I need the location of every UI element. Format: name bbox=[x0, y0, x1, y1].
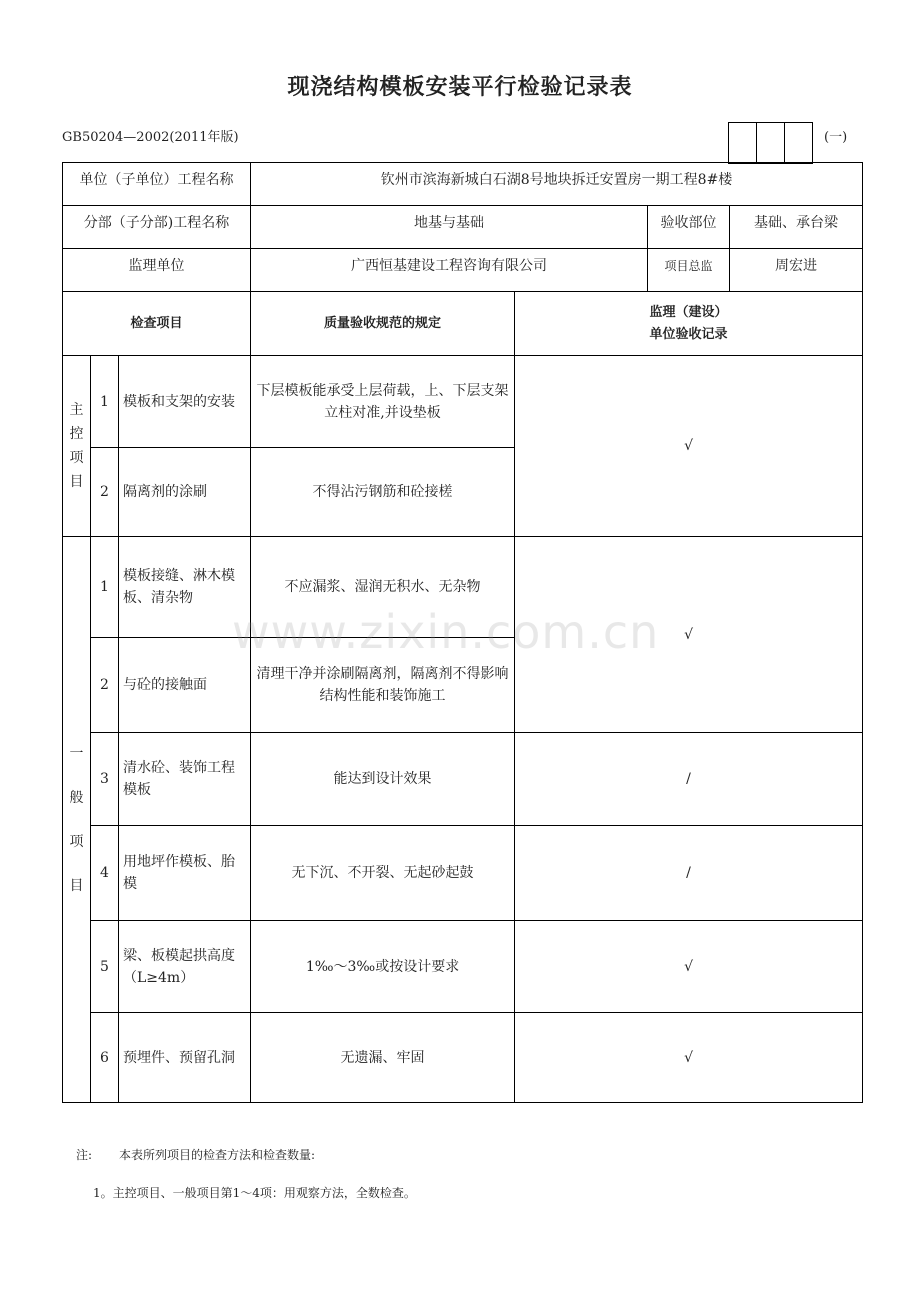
header-spec: 质量验收规范的规定 bbox=[251, 292, 515, 356]
item-name: 模板接缝、淋木模板、清杂物 bbox=[119, 537, 251, 638]
acceptance-part-value: 基础、承台梁 bbox=[730, 206, 863, 249]
item-name: 用地坪作模板、胎模 bbox=[119, 826, 251, 921]
form-number-box bbox=[784, 122, 813, 164]
item-number: 1 bbox=[91, 356, 119, 448]
item-spec: 不得沾污钢筋和砼接槎 bbox=[251, 448, 515, 537]
item-name: 梁、板模起拱高度（L≥4m） bbox=[119, 921, 251, 1013]
item-number: 3 bbox=[91, 733, 119, 826]
supervision-unit-label: 监理单位 bbox=[63, 249, 251, 292]
unit-project-value: 钦州市滨海新城白石湖8号地块拆迁安置房一期工程8#楼 bbox=[251, 163, 863, 206]
form-number-boxes bbox=[729, 122, 813, 164]
general-group-label bbox=[63, 537, 91, 1103]
item-name: 与砼的接触面 bbox=[119, 638, 251, 733]
item-record: √ bbox=[515, 921, 863, 1013]
unit-project-label: 单位（子单位）工程名称 bbox=[63, 163, 251, 206]
header-record bbox=[515, 292, 863, 356]
item-name: 隔离剂的涂刷 bbox=[119, 448, 251, 537]
header-record-line2: 单位验收记录 bbox=[649, 326, 728, 342]
main-group-char: 主 bbox=[69, 402, 84, 418]
main-group-char: 控 bbox=[69, 426, 84, 442]
item-number: 2 bbox=[91, 638, 119, 733]
form-number-box bbox=[756, 122, 785, 164]
item-record: / bbox=[515, 733, 863, 826]
item-spec: 无下沉、不开裂、无起砂起鼓 bbox=[251, 826, 515, 921]
chief-value: 周宏进 bbox=[730, 249, 863, 292]
general-group-char: 般 bbox=[69, 789, 84, 806]
form-number-box bbox=[728, 122, 757, 164]
item-spec: 能达到设计效果 bbox=[251, 733, 515, 826]
watermark: www.zixin.com.cn bbox=[232, 605, 660, 659]
item-record: / bbox=[515, 826, 863, 921]
form-number-label: (一) bbox=[824, 130, 848, 145]
item-number: 6 bbox=[91, 1013, 119, 1103]
general-group-char: 项 bbox=[69, 833, 84, 850]
chief-label: 项目总监 bbox=[648, 249, 730, 292]
item-name: 清水砼、装饰工程模板 bbox=[119, 733, 251, 826]
page-title: 现浇结构模板安装平行检验记录表 bbox=[287, 75, 633, 100]
item-spec: 下层模板能承受上层荷载，上、下层支架立柱对准,并设垫板 bbox=[251, 356, 515, 448]
main-group-char: 项 bbox=[69, 450, 84, 466]
sub-project-label: 分部（子分部)工程名称 bbox=[63, 206, 251, 249]
note-prefix: 注: bbox=[76, 1148, 93, 1162]
supervision-unit-value: 广西恒基建设工程咨询有限公司 bbox=[251, 249, 648, 292]
item-record: √ bbox=[515, 356, 863, 537]
header-record-line1: 监理（建设） bbox=[649, 304, 728, 320]
header-item: 检查项目 bbox=[63, 292, 251, 356]
main-group-label bbox=[63, 356, 91, 537]
item-record: √ bbox=[515, 1013, 863, 1103]
general-group-char: 目 bbox=[69, 877, 84, 894]
acceptance-part-label: 验收部位 bbox=[648, 206, 730, 249]
inspection-table bbox=[62, 162, 863, 1103]
item-spec: 无遗漏、牢固 bbox=[251, 1013, 515, 1103]
note-line-2: 1。主控项目、一般项目第1～4项：用观察方法，全数检查。 bbox=[93, 1186, 416, 1200]
item-record: √ bbox=[515, 537, 863, 733]
main-group-char: 目 bbox=[69, 474, 84, 490]
item-spec: 清理干净并涂刷隔离剂，隔离剂不得影响结构性能和装饰施工 bbox=[251, 638, 515, 733]
note-line-1: 本表所列项目的检查方法和检查数量: bbox=[119, 1148, 316, 1162]
sub-project-value: 地基与基础 bbox=[251, 206, 648, 249]
item-spec: 不应漏浆、湿润无积水、无杂物 bbox=[251, 537, 515, 638]
item-number: 1 bbox=[91, 537, 119, 638]
item-name: 模板和支架的安装 bbox=[119, 356, 251, 448]
item-number: 2 bbox=[91, 448, 119, 537]
general-group-char: 一 bbox=[69, 745, 84, 762]
item-name: 预埋件、预留孔洞 bbox=[119, 1013, 251, 1103]
standard-code: GB50204—2002(2011年版) bbox=[62, 130, 239, 145]
item-number: 5 bbox=[91, 921, 119, 1013]
item-number: 4 bbox=[91, 826, 119, 921]
item-spec: 1‰～3‰或按设计要求 bbox=[251, 921, 515, 1013]
